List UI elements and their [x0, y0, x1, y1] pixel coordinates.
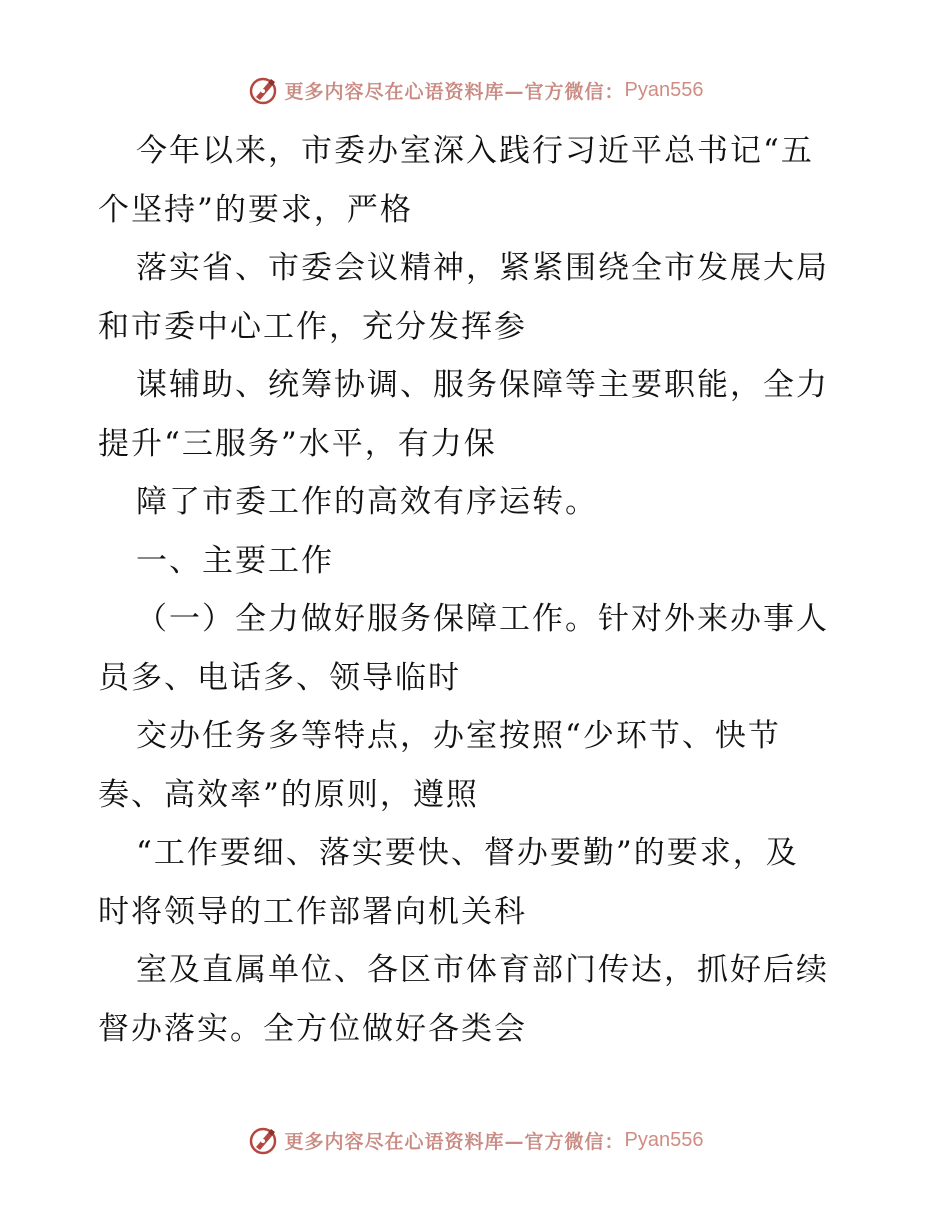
text-line: 障了市委工作的高效有序运转。	[136, 484, 598, 520]
pen-logo-icon	[247, 1124, 279, 1156]
text-line: 个坚持”的要求，严格	[98, 191, 413, 228]
text-line: 室及直属单位、各区市体育部门传达，抓好后续	[136, 952, 829, 988]
text-line: 落实省、市委会议精神，紧紧围绕全市发展大局	[136, 250, 829, 286]
section-heading: 一、主要工作	[136, 542, 334, 579]
text-line: 员多、电话多、领导临时	[98, 659, 461, 696]
text-line: 提升“三服务”水平，有力保	[98, 425, 497, 462]
watermark-wechat-id: Pyan556	[624, 1128, 704, 1151]
document-body	[98, 122, 858, 1058]
watermark-header	[0, 70, 950, 110]
text-line: 时将领导的工作部署向机关科	[98, 893, 527, 930]
text-line: 今年以来，市委办室深入践行习近平总书记“五	[136, 133, 814, 169]
text-line: 谋辅助、统筹协调、服务保障等主要职能，全力	[136, 367, 829, 403]
text-line: 督办落实。全方位做好各类会	[98, 1010, 527, 1047]
text-line: 交办任务多等特点，办室按照“少环节、快节	[136, 718, 781, 754]
text-line: （一）全力做好服务保障工作。针对外来办事人	[136, 601, 829, 637]
watermark-wechat-id: Pyan556	[624, 78, 704, 101]
pen-logo-icon	[247, 74, 279, 106]
text-line: 和市委中心工作，充分发挥参	[98, 308, 527, 345]
watermark-text: 更多内容尽在心语资料库—官方微信：	[284, 1130, 625, 1153]
watermark-text: 更多内容尽在心语资料库—官方微信：	[284, 80, 625, 103]
watermark-footer	[0, 1120, 950, 1160]
text-line: “工作要细、落实要快、督办要勤”的要求，及	[136, 835, 799, 871]
text-line: 奏、高效率”的原则，遵照	[98, 776, 479, 813]
